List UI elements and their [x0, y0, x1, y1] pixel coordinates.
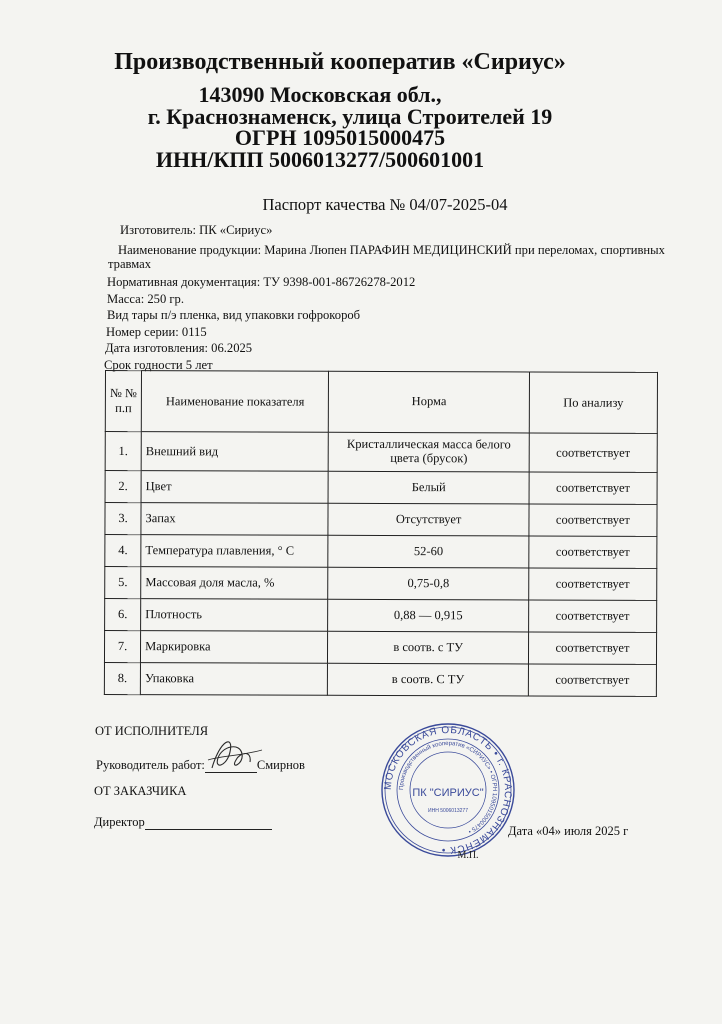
org-ogrn: ОГРН 1095015000475 — [234, 125, 446, 150]
org-address-2: г. Краснознаменск, улица Строителей 19 — [147, 104, 553, 129]
table-row — [105, 432, 657, 473]
row-no: 4. — [105, 535, 141, 567]
customer-label: ОТ ЗАКАЗЧИКА — [94, 784, 187, 798]
row-result: соответствует — [529, 568, 657, 600]
org-address-1: 143090 Московская обл., — [198, 82, 442, 107]
info-mass: Масса: 250 гр. — [107, 292, 185, 306]
director-signature-line — [145, 829, 272, 830]
row-name: Упаковка — [140, 663, 327, 696]
stamp-outer-ring: МОСКОВСКАЯ ОБЛАСТЬ • г. КРАСНОЗНАМЕНСК • — [382, 724, 514, 856]
row-name: Внешний вид — [141, 432, 328, 472]
info-series: Номер серии: 0115 — [106, 325, 207, 339]
row-result: соответствует — [529, 433, 657, 472]
row-result: соответствует — [529, 536, 657, 568]
table-row — [105, 567, 657, 601]
row-name: Цвет — [141, 471, 328, 504]
row-result: соответствует — [529, 472, 657, 504]
manager-label: Руководитель работ: — [96, 758, 205, 772]
row-name: Маркировка — [141, 631, 328, 664]
row-norm: Белый — [328, 471, 529, 504]
info-manufacturer: Изготовитель: ПК «Сириус» — [120, 223, 273, 237]
row-norm: в соотв. с ТУ — [328, 631, 529, 664]
table-row — [104, 631, 656, 665]
table-row — [105, 599, 657, 633]
table-row — [104, 662, 656, 696]
row-norm: Отсутствует — [328, 503, 529, 536]
stamp-mp: М.П. — [457, 850, 479, 860]
quality-table — [104, 370, 658, 697]
table-header-row — [105, 371, 657, 434]
table-row — [105, 535, 657, 569]
row-name: Плотность — [141, 599, 328, 632]
table-row — [105, 503, 657, 537]
row-norm: Кристаллическая масса белого цвета (брусок) — [329, 432, 530, 472]
director-line — [94, 815, 272, 830]
info-product-cont: травмах — [108, 257, 152, 271]
handwritten-signature — [200, 730, 270, 780]
header-no: № № п.п — [105, 371, 141, 432]
org-name: Производственный кооператив «Сириус» — [114, 49, 566, 75]
info-shelf-life: Срок годности 5 лет — [104, 358, 213, 372]
row-no: 7. — [104, 631, 140, 663]
stamp-inner-ring: Производственный кооператив «СИРИУС» • ОГРН 1095015000475 • — [398, 740, 498, 834]
row-no: 2. — [105, 471, 141, 503]
info-packaging: Вид тары п/э пленка, вид упаковки гофрокороб — [107, 308, 361, 322]
header-result: По анализу — [529, 372, 657, 433]
row-norm: 0,75-0,8 — [328, 567, 529, 600]
info-norm-doc: Нормативная документация: ТУ 9398-001-86726278-2012 — [107, 275, 416, 289]
info-manufacture-date: Дата изготовления: 06.2025 — [105, 341, 253, 355]
row-no: 8. — [104, 662, 140, 694]
row-name: Температура плавления, ° С — [141, 535, 328, 568]
row-result: соответствует — [529, 504, 657, 536]
row-name: Массовая доля масла, % — [141, 567, 328, 600]
row-no: 1. — [105, 432, 141, 471]
stamp-center: ПК "СИРИУС" — [412, 787, 484, 799]
manager-name: Смирнов — [256, 758, 305, 772]
row-no: 6. — [105, 599, 141, 631]
passport-title: Паспорт качества № 04/07-2025-04 — [262, 195, 508, 214]
signature-date: Дата «04» июля 2025 г — [508, 824, 629, 838]
header-name: Наименование показателя — [141, 371, 329, 433]
stamp-inn: ИНН 5006013277 — [427, 808, 469, 814]
row-norm: в соотв. С ТУ — [328, 663, 529, 696]
info-product: Наименование продукции: Марина Люпен ПАРАФИН МЕДИЦИНСКИЙ при переломах, спортивных — [118, 243, 665, 257]
row-result: соответствует — [528, 600, 656, 632]
director-label: Директор — [94, 815, 145, 829]
row-no: 5. — [105, 567, 141, 599]
table-row — [105, 471, 657, 505]
row-no: 3. — [105, 503, 141, 535]
row-norm: 52-60 — [328, 535, 529, 568]
row-result: соответствует — [528, 632, 656, 664]
executor-label: ОТ ИСПОЛНИТЕЛЯ — [95, 724, 209, 738]
company-stamp — [378, 720, 518, 860]
header-norm: Норма — [329, 371, 530, 433]
row-name: Запах — [141, 503, 328, 536]
row-norm: 0,88 — 0,915 — [328, 599, 529, 632]
org-inn: ИНН/КПП 5006013277/500601001 — [155, 147, 485, 172]
row-result: соответствует — [528, 664, 656, 696]
